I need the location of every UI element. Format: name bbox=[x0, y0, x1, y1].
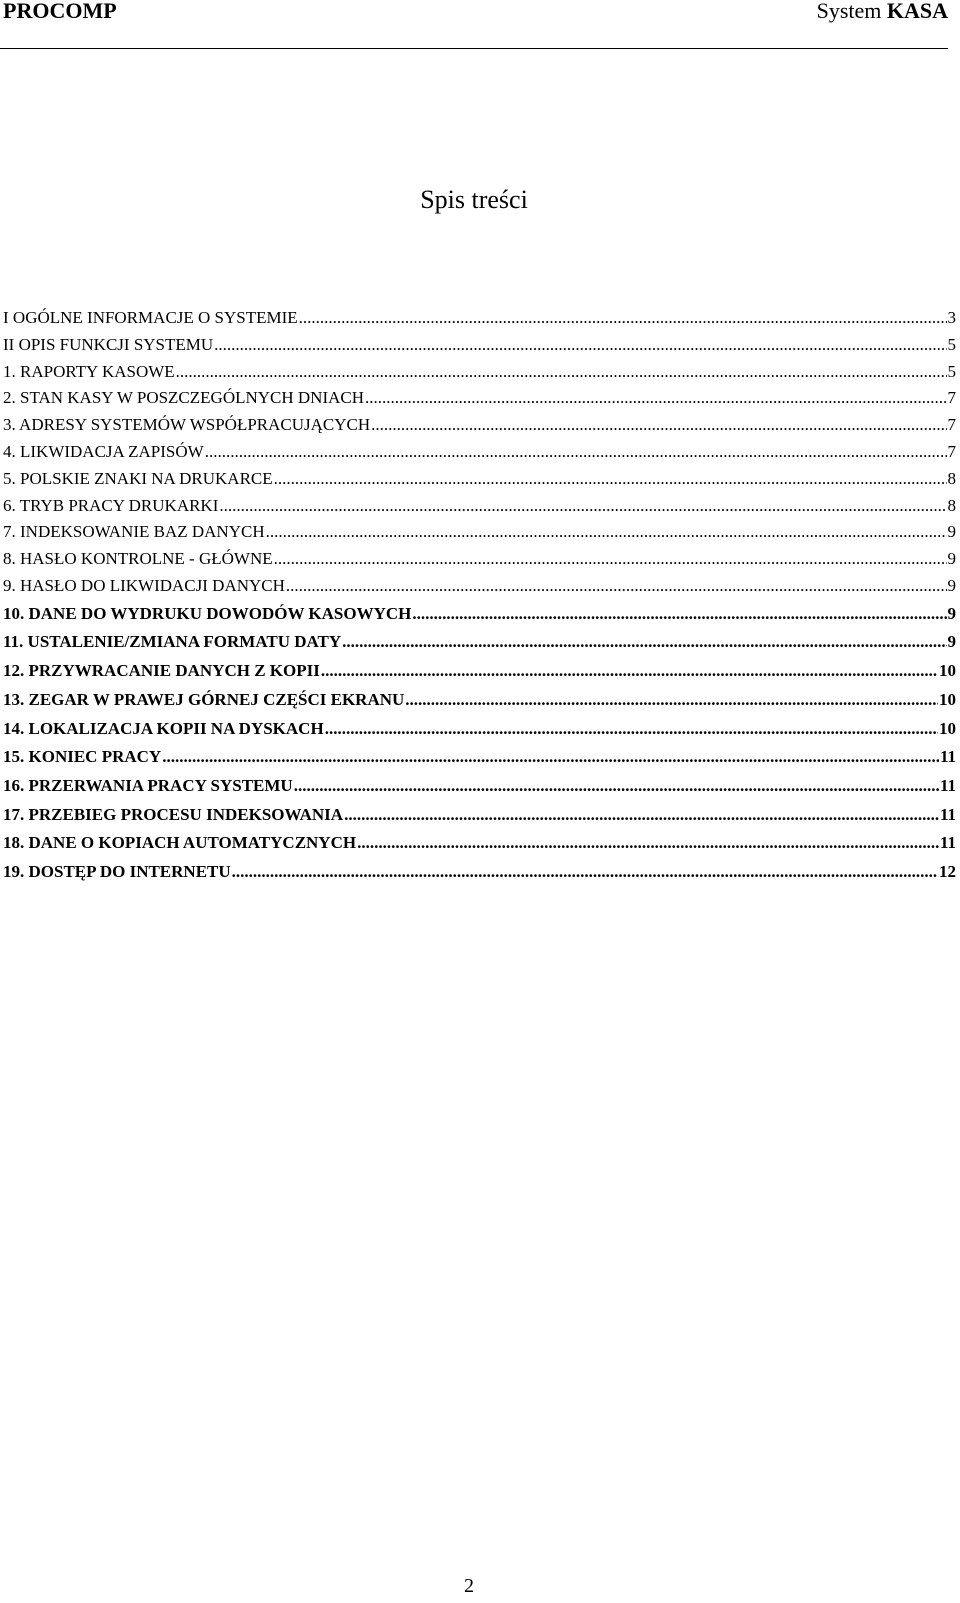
toc-dot-leader bbox=[405, 686, 938, 715]
toc-dot-leader bbox=[321, 657, 938, 686]
toc-dot-leader bbox=[325, 715, 938, 744]
toc-entry[interactable] bbox=[3, 657, 956, 686]
toc-entry[interactable] bbox=[3, 686, 956, 715]
toc-entry-label: 11. USTALENIE/ZMIANA FORMATU DATY bbox=[3, 632, 342, 652]
toc-entry-page: 10 bbox=[939, 661, 956, 681]
toc-title: Spis treści bbox=[420, 185, 528, 214]
toc-dot-leader bbox=[344, 801, 939, 830]
toc-dot-leader bbox=[412, 600, 946, 629]
toc-entry-label: 15. KONIEC PRACY bbox=[3, 747, 162, 767]
toc-entry-label: 2. STAN KASY W POSZCZEGÓLNYCH DNIACH bbox=[3, 388, 365, 408]
page-number: 2 bbox=[464, 1575, 474, 1597]
toc-entry[interactable] bbox=[3, 573, 956, 600]
header-system-name bbox=[817, 0, 948, 22]
toc-entry-label: 5. POLSKIE ZNAKI NA DRUKARCE bbox=[3, 468, 273, 488]
toc-entry-label: 12. PRZYWRACANIE DANYCH Z KOPII bbox=[3, 661, 320, 681]
toc-dot-leader bbox=[357, 829, 939, 858]
toc-entry[interactable] bbox=[3, 332, 956, 359]
toc-entry[interactable] bbox=[3, 715, 956, 744]
toc-dot-leader bbox=[274, 546, 947, 573]
toc-entry-page: 11 bbox=[939, 747, 956, 767]
toc-entry-page: 9 bbox=[947, 575, 956, 595]
toc-entry-page: 3 bbox=[947, 308, 956, 327]
toc-entry-label: 9. HASŁO DO LIKWIDACJI DANYCH bbox=[3, 575, 285, 595]
toc-entry-label: 6. TRYB PRACY DRUKARKI bbox=[3, 495, 219, 515]
toc-entry-page: 7 bbox=[947, 388, 956, 408]
toc-entry-page: 9 bbox=[947, 632, 956, 652]
toc-entry-page: 11 bbox=[939, 833, 956, 853]
toc-entry-page: 9 bbox=[947, 549, 956, 569]
toc-entry-page: 10 bbox=[939, 718, 956, 738]
toc-dot-leader bbox=[294, 772, 939, 801]
toc-dot-leader bbox=[214, 332, 946, 359]
toc-entry-page: 7 bbox=[947, 415, 956, 435]
toc-entry[interactable] bbox=[3, 829, 956, 858]
toc-entry-label: 4. LIKWIDACJA ZAPISÓW bbox=[3, 441, 204, 461]
toc-entry-page: 9 bbox=[947, 522, 956, 542]
toc-entry-label: 16. PRZERWANIA PRACY SYSTEMU bbox=[3, 775, 293, 795]
toc-entry-page: 5 bbox=[947, 334, 956, 354]
toc-dot-leader bbox=[342, 628, 946, 657]
toc-entry[interactable] bbox=[3, 628, 956, 657]
toc-entry-page: 9 bbox=[947, 603, 956, 623]
toc-entry[interactable] bbox=[3, 858, 956, 887]
toc-entry[interactable] bbox=[3, 743, 956, 772]
header-system-prefix: System bbox=[816, 0, 882, 23]
header-company: PROCOMP bbox=[3, 0, 117, 23]
toc-entry-label: 1. RAPORTY KASOWE bbox=[3, 361, 175, 381]
toc-entry[interactable] bbox=[3, 546, 956, 573]
toc-entry-label: 8. HASŁO KONTROLNE - GŁÓWNE bbox=[3, 549, 273, 569]
toc-entry-page: 5 bbox=[947, 361, 956, 381]
toc-entry-label: I OGÓLNE INFORMACJE O SYSTEMIE bbox=[3, 308, 298, 327]
toc-entry-label: II OPIS FUNKCJI SYSTEMU bbox=[3, 334, 214, 354]
toc-entry-page: 8 bbox=[947, 468, 956, 488]
toc-entry-label: 14. LOKALIZACJA KOPII NA DYSKACH bbox=[3, 718, 324, 738]
toc-entry[interactable] bbox=[3, 600, 956, 629]
toc-entry[interactable] bbox=[3, 439, 956, 466]
toc-entry-page: 10 bbox=[939, 689, 956, 709]
toc-entry-page: 8 bbox=[947, 495, 956, 515]
toc-dot-leader bbox=[205, 439, 947, 466]
toc-entry-label: 3. ADRESY SYSTEMÓW WSPÓŁPRACUJĄCYCH bbox=[3, 415, 371, 435]
toc-dot-leader bbox=[162, 743, 939, 772]
toc-dot-leader bbox=[232, 858, 938, 887]
toc-entry[interactable] bbox=[3, 772, 956, 801]
toc-entry[interactable] bbox=[3, 519, 956, 546]
toc-entry[interactable] bbox=[3, 801, 956, 830]
toc-dot-leader bbox=[274, 466, 947, 493]
toc-entry[interactable] bbox=[3, 493, 956, 520]
page-header bbox=[0, 0, 948, 49]
toc-entry-page: 7 bbox=[947, 441, 956, 461]
toc-entry-label: 17. PRZEBIEG PROCESU INDEKSOWANIA bbox=[3, 804, 344, 824]
toc-entry-page: 12 bbox=[939, 861, 956, 881]
toc-dot-leader bbox=[176, 359, 947, 386]
toc-entry[interactable] bbox=[3, 466, 956, 493]
toc-dot-leader bbox=[286, 573, 947, 600]
toc-entry-label: 7. INDEKSOWANIE BAZ DANYCH bbox=[3, 522, 265, 542]
toc-entry-page: 11 bbox=[939, 804, 956, 824]
toc-dot-leader bbox=[371, 412, 946, 439]
toc-entry[interactable] bbox=[3, 385, 956, 412]
toc-entry-label: 13. ZEGAR W PRAWEJ GÓRNEJ CZĘŚCI EKRANU bbox=[3, 689, 405, 709]
toc-dot-leader bbox=[219, 493, 946, 520]
toc-dot-leader bbox=[365, 385, 946, 412]
toc-entry-label: 18. DANE O KOPIACH AUTOMATYCZNYCH bbox=[3, 833, 357, 853]
header-system-bold: KASA bbox=[886, 0, 948, 23]
table-of-contents bbox=[3, 305, 956, 887]
toc-dot-leader bbox=[266, 519, 947, 546]
toc-entry-page: 11 bbox=[939, 775, 956, 795]
toc-entry[interactable] bbox=[3, 412, 956, 439]
toc-entry[interactable] bbox=[3, 359, 956, 386]
toc-dot-leader bbox=[299, 305, 947, 332]
toc-entry[interactable] bbox=[3, 305, 956, 332]
toc-entry-label: 10. DANE DO WYDRUKU DOWODÓW KASOWYCH bbox=[3, 603, 412, 623]
toc-entry-label: 19. DOSTĘP DO INTERNETU bbox=[3, 861, 231, 881]
